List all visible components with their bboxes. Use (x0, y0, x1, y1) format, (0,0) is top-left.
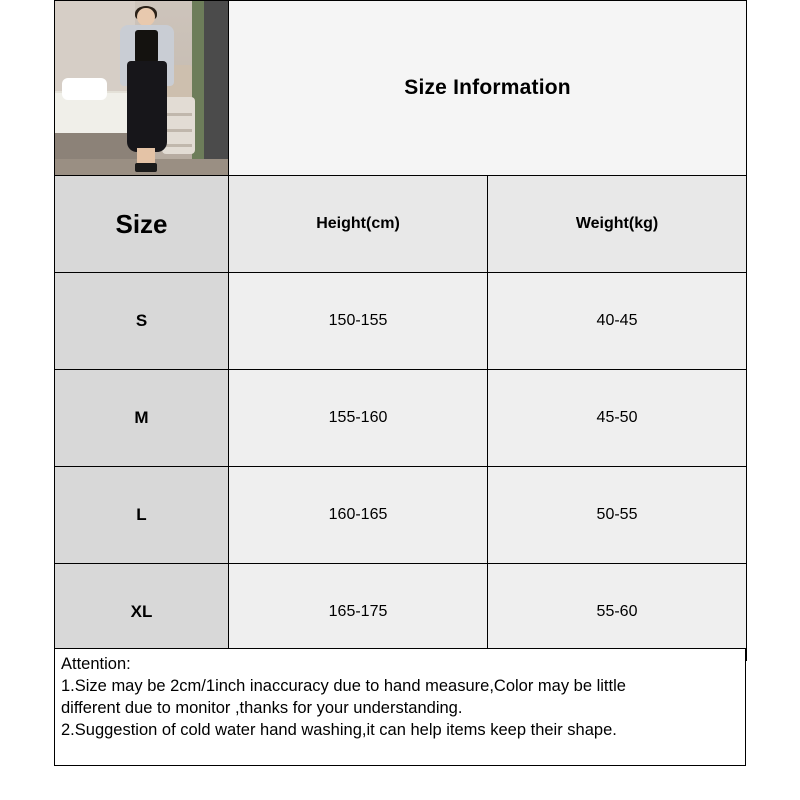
cell-weight-s: 40-45 (488, 273, 747, 370)
product-photo (55, 1, 228, 175)
cell-size-s: S (55, 273, 229, 370)
photo-model-shoes (135, 163, 157, 171)
cell-weight-xl: 55-60 (488, 564, 747, 661)
table-row (55, 370, 747, 467)
column-header-size: Size (55, 176, 229, 273)
table-row (55, 273, 747, 370)
photo-model-skirt (127, 61, 167, 151)
photo-dark-panel (204, 1, 228, 175)
cell-height-s: 150-155 (229, 273, 488, 370)
photo-model-top (135, 30, 159, 63)
attention-block (54, 648, 746, 766)
column-header-weight: Weight(kg) (488, 176, 747, 273)
cell-height-l: 160-165 (229, 467, 488, 564)
photo-pillow (62, 78, 107, 101)
cell-height-m: 155-160 (229, 370, 488, 467)
cell-size-xl: XL (55, 564, 229, 661)
photo-model-head (137, 8, 155, 26)
column-header-height: Height(cm) (229, 176, 488, 273)
cell-height-xl: 165-175 (229, 564, 488, 661)
attention-line-1: 1.Size may be 2cm/1inch inaccuracy due to hand measure,Color may be little (61, 676, 626, 695)
cell-size-m: M (55, 370, 229, 467)
page-title: Size Information (229, 1, 747, 176)
attention-heading: Attention: (61, 655, 131, 673)
attention-line-3: 2.Suggestion of cold water hand washing,it can help items keep their shape. (61, 720, 617, 739)
cell-weight-m: 45-50 (488, 370, 747, 467)
product-photo-cell (55, 1, 229, 176)
photo-model (117, 8, 176, 175)
table-row (55, 564, 747, 661)
cell-weight-l: 50-55 (488, 467, 747, 564)
size-information-table (54, 0, 747, 661)
table-row (55, 467, 747, 564)
cell-size-l: L (55, 467, 229, 564)
attention-line-2: different due to monitor ,thanks for your understanding. (61, 698, 463, 717)
table-row-column-headers (55, 176, 747, 273)
table-row-header-image (55, 1, 747, 176)
